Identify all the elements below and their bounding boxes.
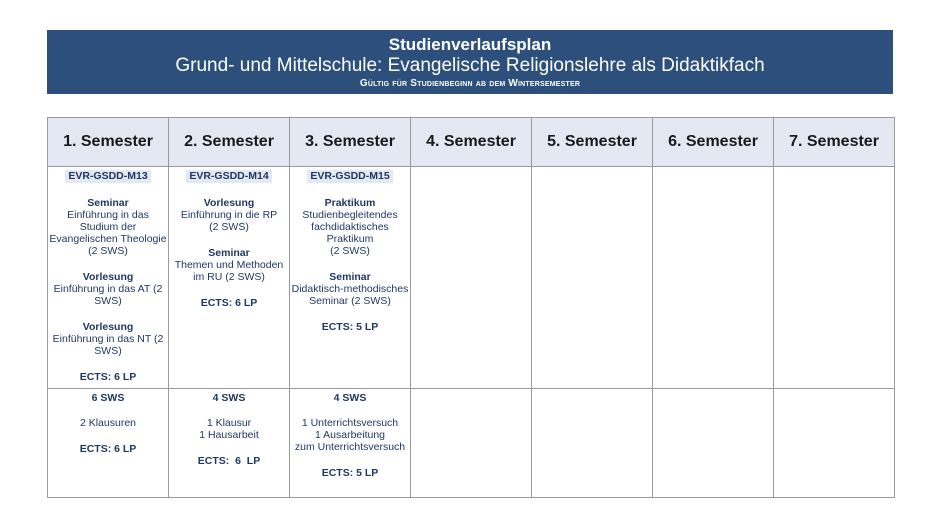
page-subtitle: Grund- und Mittelschule: Evangelische Religionslehre als Didaktikfach bbox=[175, 55, 765, 76]
module-ects: ECTS: 6 LP bbox=[79, 371, 137, 383]
summary-ects: ECTS: 6 LP bbox=[197, 455, 261, 467]
course-type: Seminar bbox=[329, 271, 371, 283]
course-line: (2 SWS) bbox=[88, 245, 128, 257]
validity-note: Gültig für Studienbeginn ab dem Wintersemester bbox=[359, 78, 581, 89]
course-line: Themen und Methoden bbox=[174, 259, 284, 271]
course-line: SWS) bbox=[94, 295, 122, 307]
summary-ects: ECTS: 6 LP bbox=[79, 443, 137, 455]
empty-cell bbox=[411, 389, 532, 498]
exam-line: 1 Klausur bbox=[206, 417, 252, 429]
course-line: im RU (2 SWS) bbox=[193, 271, 265, 283]
module-ects: ECTS: 5 LP bbox=[321, 321, 379, 333]
summary-sws: 4 SWS bbox=[333, 392, 367, 404]
course-line: SWS) bbox=[94, 345, 122, 357]
course-type: Seminar bbox=[208, 247, 250, 259]
course-line: Didaktisch-methodisches bbox=[291, 283, 409, 295]
course-line: Seminar (2 SWS) bbox=[309, 295, 391, 307]
page-title: Studienverlaufsplan bbox=[388, 35, 552, 54]
module-cell bbox=[48, 167, 169, 389]
course-block bbox=[48, 271, 168, 307]
empty-cell bbox=[774, 167, 895, 389]
semester-header: 3. Semester bbox=[290, 118, 411, 167]
course-block bbox=[48, 321, 168, 357]
module-cell bbox=[290, 167, 411, 389]
course-line: Studienbegleitendes bbox=[302, 209, 398, 221]
course-line: Einführung in die RP bbox=[180, 209, 278, 221]
empty-cell bbox=[653, 389, 774, 498]
empty-cell bbox=[532, 389, 653, 498]
course-line: (2 SWS) bbox=[330, 245, 370, 257]
course-type: Seminar bbox=[87, 197, 129, 209]
course-line: Studium der bbox=[79, 221, 137, 233]
course-block bbox=[169, 247, 289, 283]
semester-header: 6. Semester bbox=[653, 118, 774, 167]
semester-header: 2. Semester bbox=[169, 118, 290, 167]
module-ects: ECTS: 6 LP bbox=[200, 297, 258, 309]
course-block bbox=[169, 197, 289, 233]
summary-cell bbox=[169, 389, 290, 498]
summary-cell bbox=[48, 389, 169, 498]
empty-cell bbox=[653, 167, 774, 389]
module-code: EVR-GSDD-M13 bbox=[65, 170, 150, 183]
study-plan-table bbox=[47, 117, 895, 498]
exam-line: zum Unterrichtsversuch bbox=[294, 441, 406, 453]
semester-header: 7. Semester bbox=[774, 118, 895, 167]
course-block bbox=[290, 271, 410, 307]
semester-header-row bbox=[48, 118, 895, 167]
course-block bbox=[290, 197, 410, 257]
course-line: Praktikum bbox=[326, 233, 374, 245]
summary-sws: 6 SWS bbox=[91, 392, 125, 404]
empty-cell bbox=[774, 389, 895, 498]
module-code: EVR-GSDD-M15 bbox=[307, 170, 392, 183]
course-type: Vorlesung bbox=[203, 197, 255, 209]
exam-line: 1 Unterrichtsversuch bbox=[301, 417, 399, 429]
module-code: EVR-GSDD-M14 bbox=[186, 170, 271, 183]
summary-cell bbox=[290, 389, 411, 498]
course-line: Evangelischen Theologie bbox=[49, 233, 167, 245]
course-line: Einführung in das bbox=[67, 209, 149, 221]
module-cell bbox=[169, 167, 290, 389]
course-type: Vorlesung bbox=[82, 271, 134, 283]
exam-list bbox=[290, 417, 410, 453]
course-line: Einführung in das AT (2 bbox=[53, 283, 163, 295]
semester-header: 4. Semester bbox=[411, 118, 532, 167]
semester-header: 5. Semester bbox=[532, 118, 653, 167]
exam-list bbox=[48, 417, 168, 429]
course-line: Einführung in das NT (2 bbox=[52, 333, 164, 345]
exam-line: 1 Hausarbeit bbox=[199, 429, 259, 441]
exam-list bbox=[169, 417, 289, 441]
course-block bbox=[48, 197, 168, 257]
module-row bbox=[48, 167, 895, 389]
course-line: (2 SWS) bbox=[209, 221, 249, 233]
course-type: Praktikum bbox=[324, 197, 376, 209]
empty-cell bbox=[532, 167, 653, 389]
exam-line: 1 Ausarbeitung bbox=[314, 429, 386, 441]
semester-header: 1. Semester bbox=[48, 118, 169, 167]
summary-row bbox=[48, 389, 895, 498]
title-banner bbox=[47, 30, 893, 94]
exam-line: 2 Klausuren bbox=[79, 417, 137, 429]
summary-sws: 4 SWS bbox=[212, 392, 246, 404]
summary-ects: ECTS: 5 LP bbox=[321, 467, 379, 479]
course-line: fachdidaktisches bbox=[311, 221, 389, 233]
course-type: Vorlesung bbox=[82, 321, 134, 333]
empty-cell bbox=[411, 167, 532, 389]
